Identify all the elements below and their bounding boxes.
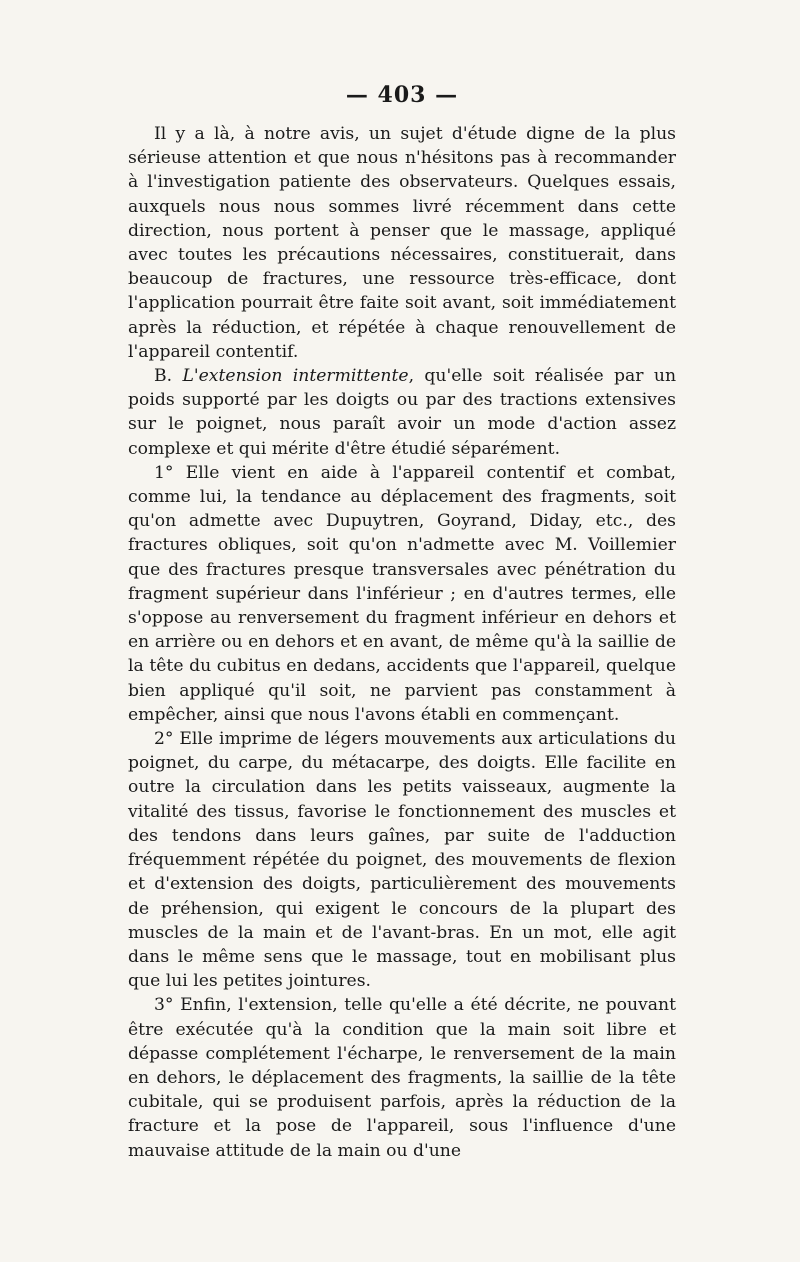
paragraph-5: 3° Enfin, l'extension, telle qu'elle a été décrite, ne pouvant être exécutée qu'à la condition que la main soit libre et dépasse complétement l'écharpe, le renversement de la main en dehors, le déplacement des fragments, la saillie de la tête cubitale, qui se produisent parfois, après la réduction de la fracture et la pose de l'appareil, sous l'influence d'une mauvaise attitude de la main ou d'une <box>128 995 676 1161</box>
paragraph-4: 2° Elle imprime de légers mouvements aux articulations du poignet, du carpe, du métacarpe, des doigts. Elle facilite en outre la circulation dans les petits vaisseaux, augmente la vitalité des tissus, favorise le fonctionnement des muscles et des tendons dans leurs gaînes, par suite de l'adduction fréquemment répétée du poignet, des mouvements de flexion et d'extension des doigts, particulièrement des mouvements de préhension, qui exigent le concours de la plupart des muscles de la main et de l'avant-bras. En un mot, elle agit dans le même sens que le massage, tout en mobilisant plus que lui les petites jointures. <box>128 729 676 992</box>
book-page <box>128 82 677 1161</box>
section-label: B. <box>154 366 173 387</box>
paragraph-3: 1° Elle vient en aide à l'appareil contentif et combat, comme lui, la tendance au déplacement des fragments, soit qu'on admette avec Dupuytren, Goyrand, Diday, etc., des fractures obliques, soit qu'on n'admette avec M. Voillemier que des fractures presque transversales avec pénétration du fragment supérieur dans l'inférieur ; en d'autres termes, elle s'oppose au renversement du fragment inférieur en dehors et en arrière ou en dehors et en avant, de même qu'à la saillie de la tête du cubitus en dedans, accidents que l'appareil, quelque bien appliqué qu'il soit, ne parvient pas constamment à empêcher, ainsi que nous l'avons établi en commençant. <box>128 462 676 725</box>
paragraph-1: Il y a là, à notre avis, un sujet d'étude digne de la plus sérieuse attention et que nous n'hésitons pas à recommander à l'investigation patiente des observateurs. Quelques essais, auxquels nous nous sommes livré récemment dans cette direction, nous portent à penser que le massage, appliqué avec toutes les précautions nécessaires, constituerait, dans beaucoup de fractures, une ressource très-efficace, dont l'application pourrait être faite soit avant, soit immédiatement après la réduction, et répétée à chaque renouvellement de l'appareil contentif. <box>128 124 676 362</box>
paragraph-2-text: , qu'elle soit réalisée par un poids supporté par les doigts ou par des tractions extensives sur le poignet, nous paraît avoir un mode d'action assez complexe et qui mérite d'être étudié séparément. <box>128 366 677 459</box>
page-number: — 403 — <box>345 82 459 108</box>
paragraph-2 <box>128 364 676 461</box>
page-body <box>128 122 676 1163</box>
italic-term: L'extension intermittente <box>182 366 409 387</box>
